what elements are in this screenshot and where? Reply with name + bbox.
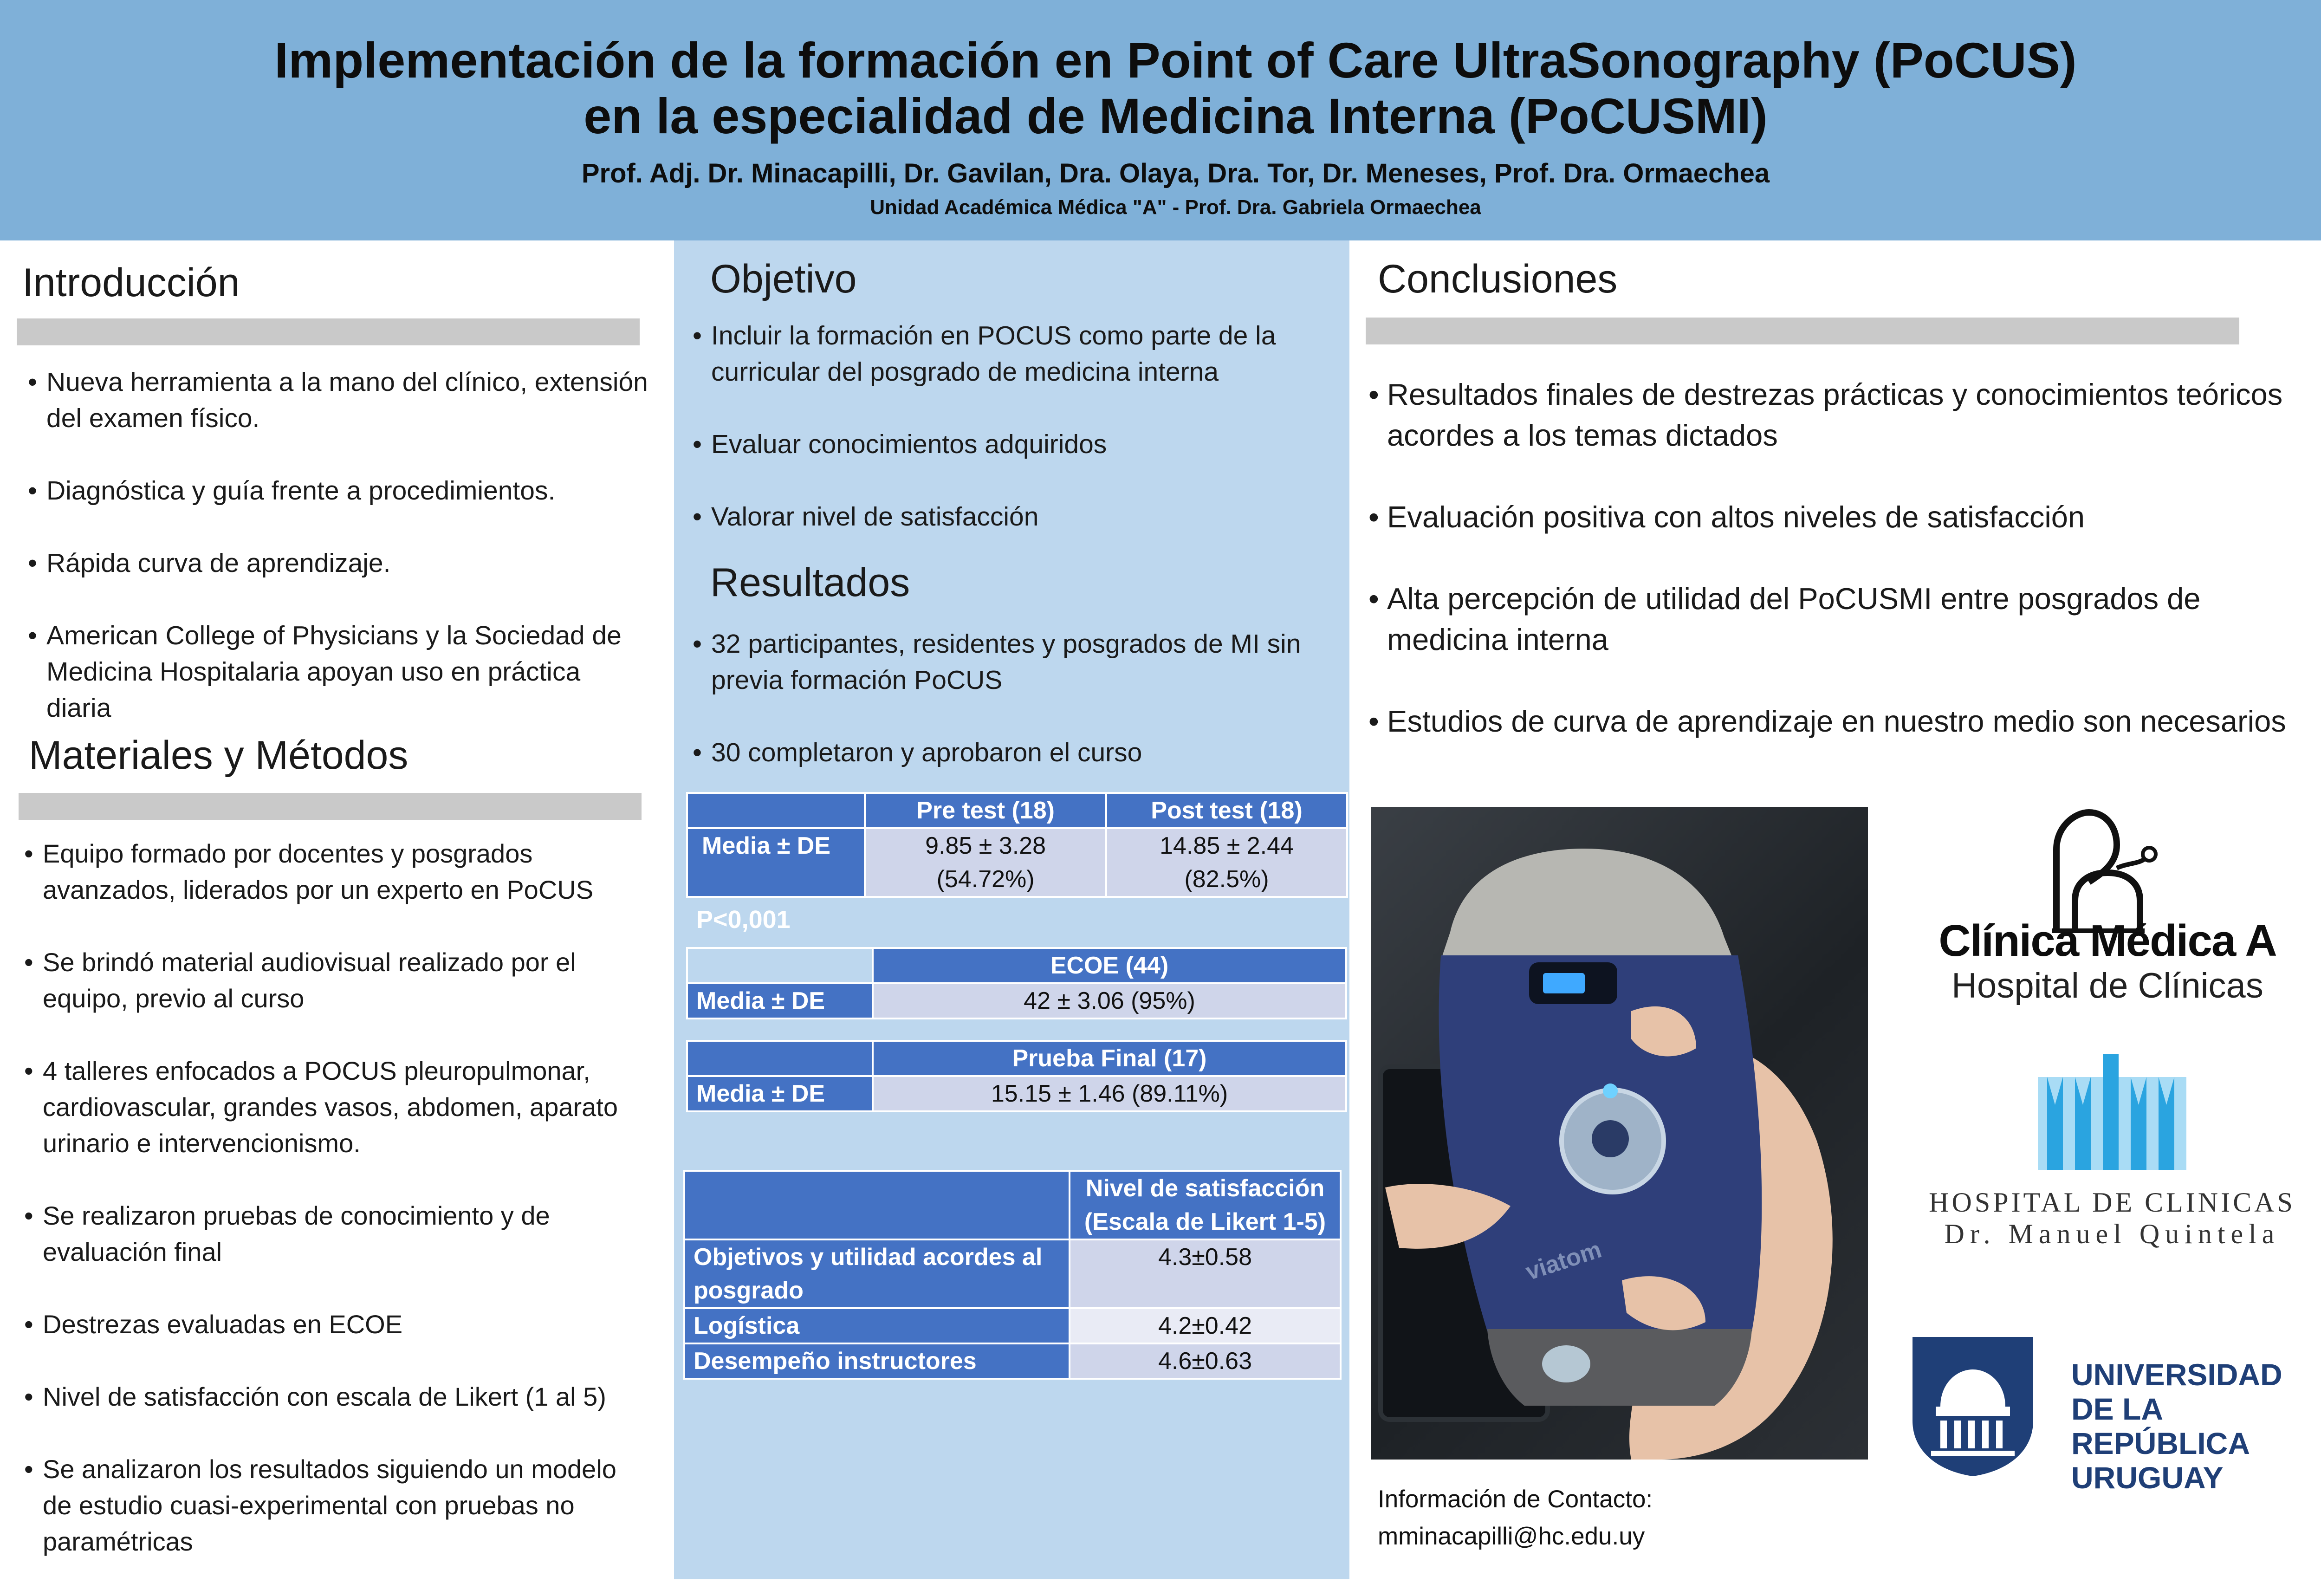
list-item: • Rápida curva de aprendizaje. (28, 545, 650, 581)
prueba-final-header: Prueba Final (17) (873, 1041, 1346, 1076)
satisfaction-table (683, 1170, 1342, 1380)
materiales-divider (19, 793, 642, 820)
contact-info (1378, 1481, 1653, 1555)
ultrasound-device-photo (1371, 807, 1868, 1460)
list-item: • Estudios de curva de aprendizaje en nuestro medio son necesarios (1368, 701, 2288, 742)
prueba-final-table (686, 1040, 1347, 1112)
hospital-clinicas-name: HOSPITAL DE CLINICAS (1929, 1187, 2295, 1218)
conclusiones-title: Conclusiones (1378, 257, 1618, 301)
satisfaction-header-line2: (Escala de Likert 1-5) (1084, 1208, 1326, 1235)
row-label: Objetivos y utilidad acordes al posgrado (684, 1239, 1070, 1308)
row-value: 4.2±0.42 (1070, 1308, 1341, 1343)
list-item: • Nivel de satisfacción con escala de Likert (1 al 5) (24, 1379, 646, 1415)
hospital-clinicas-logo (1913, 1054, 2312, 1258)
list-item: • Destrezas evaluadas en ECOE (24, 1306, 646, 1343)
objetivo-title: Objetivo (710, 257, 857, 301)
ecoe-value: 42 ± 3.06 (95%) (873, 983, 1346, 1019)
list-item: • 32 participantes, residentes y posgrados de MI sin previa formación PoCUS (693, 626, 1342, 698)
p-value: P<0,001 (696, 906, 791, 934)
list-item: • Evaluación positiva con altos niveles de satisfacción (1368, 497, 2288, 538)
conclusiones-divider (1366, 318, 2239, 344)
conclusiones-list (1368, 374, 2288, 783)
udelar-name (2071, 1357, 2321, 1495)
row-label: Logística (684, 1308, 1070, 1343)
list-item: • Evaluar conocimientos adquiridos (693, 426, 1342, 462)
list-item: • Diagnóstica y guía frente a procedimientos. (28, 473, 650, 509)
list-item: • Se brindó material audiovisual realizado por el equipo, previo al curso (24, 944, 646, 1017)
pre-post-test-table (686, 792, 1348, 898)
row-label: Desempeño instructores (684, 1343, 1070, 1379)
materiales-list (24, 836, 646, 1596)
post-test-header: Post test (18) (1106, 793, 1347, 828)
table-corner-cell (687, 948, 873, 983)
post-test-value (1106, 828, 1347, 897)
table-corner-cell (684, 1171, 1070, 1239)
list-item: • 30 completaron y aprobaron el curso (693, 734, 1342, 771)
list-item: • Nueva herramienta a la mano del clínico, extensión del examen físico. (28, 364, 650, 436)
contact-email[interactable]: mminacapilli@hc.edu.uy (1378, 1523, 1645, 1550)
device-brand-label: viatom (1522, 1236, 1605, 1286)
pre-test-percent: (54.72%) (936, 866, 1035, 893)
hospital-building-icon (1913, 1054, 2312, 1174)
list-item: • Equipo formado por docentes y posgrados avanzados, liderados por un experto en PoCUS (24, 836, 646, 908)
contact-label: Información de Contacto: (1378, 1486, 1653, 1513)
resultados-list (693, 626, 1342, 807)
objetivo-list (693, 318, 1342, 571)
clinica-medica-name: Clínica Médica A (1938, 916, 2276, 966)
row-label: Media ± DE (687, 1076, 873, 1111)
poster-title-line2: en la especialidad de Medicina Interna (PoCUSMI) (583, 88, 1768, 144)
authors: Prof. Adj. Dr. Minacapilli, Dr. Gavilan, Dra. Olaya, Dra. Tor, Dr. Meneses, Prof. Dra. Ormaechea (581, 158, 1770, 188)
udelar-line3: URUGUAY (2071, 1460, 2224, 1495)
materiales-title: Materiales y Métodos (29, 733, 408, 778)
post-test-percent: (82.5%) (1184, 866, 1269, 893)
table-corner-cell (687, 793, 865, 828)
clinica-medica-subtitle: Hospital de Clínicas (1951, 966, 2263, 1006)
ultrasound-device-illustration (1371, 807, 1868, 1460)
prueba-final-value: 15.15 ± 1.46 (89.11%) (873, 1076, 1346, 1111)
list-item: • Se analizaron los resultados siguiendo un modelo de estudio cuasi-experimental con pruebas no paramétricas (24, 1451, 646, 1560)
pre-test-header: Pre test (18) (865, 793, 1106, 828)
row-value: 4.6±0.63 (1070, 1343, 1341, 1379)
list-item: • Incluir la formación en POCUS como parte de la curricular del posgrado de medicina interna (693, 318, 1342, 390)
introduccion-divider (17, 318, 640, 345)
list-item: • Se realizaron pruebas de conocimiento y de evaluación final (24, 1198, 646, 1270)
udelar-line1: UNIVERSIDAD (2071, 1357, 2282, 1392)
ecoe-table (686, 947, 1347, 1019)
poster-title-line1: Implementación de la formación en Point of Care UltraSonography (PoCUS) (274, 32, 2077, 88)
list-item: • American College of Physicians y la Sociedad de Medicina Hospitalaria apoyan uso en práctica diaria (28, 617, 650, 726)
post-test-mean: 14.85 ± 2.44 (1160, 832, 1294, 859)
list-item: • 4 talleres enfocados a POCUS pleuropulmonar, cardiovascular, grandes vasos, abdomen, aparato urinario e intervencionismo. (24, 1053, 646, 1161)
satisfaction-header-line1: Nivel de satisfacción (1085, 1175, 1325, 1202)
ecoe-header: ECOE (44) (873, 948, 1346, 983)
table-corner-cell (687, 1041, 873, 1076)
row-label: Media ± DE (687, 983, 873, 1019)
udelar-line2: DE LA REPÚBLICA (2071, 1392, 2250, 1460)
udelar-shield-icon (1913, 1337, 2033, 1476)
resultados-title: Resultados (710, 560, 910, 605)
hospital-clinicas-subtitle: Dr. Manuel Quintela (1944, 1219, 2280, 1249)
satisfaction-header (1070, 1171, 1341, 1239)
clinica-medica-logo (1922, 808, 2293, 1012)
udelar-logo (1913, 1337, 2321, 1495)
list-item: • Alta percepción de utilidad del PoCUSMI entre posgrados de medicina interna (1368, 578, 2288, 660)
pre-test-mean: 9.85 ± 3.28 (925, 832, 1046, 859)
list-item: • Valorar nivel de satisfacción (693, 499, 1342, 535)
academic-unit: Unidad Académica Médica "A" - Prof. Dra. Gabriela Ormaechea (870, 196, 1481, 219)
list-item: • Resultados finales de destrezas prácticas y conocimientos teóricos acordes a los temas dictados (1368, 374, 2288, 456)
row-label: Media ± DE (687, 828, 865, 897)
pre-test-value (865, 828, 1106, 897)
row-value: 4.3±0.58 (1070, 1239, 1341, 1308)
introduccion-title: Introducción (22, 260, 240, 305)
introduccion-list (28, 364, 650, 762)
